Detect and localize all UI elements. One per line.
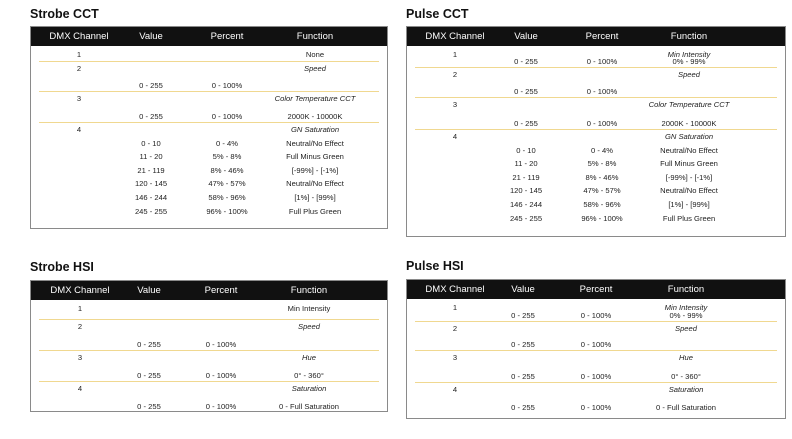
pulse-hsi-title: Pulse HSI — [406, 259, 464, 273]
pulse-cct-table — [406, 26, 786, 237]
function-cell: None — [305, 50, 325, 59]
value-cell: 120 - 145 — [509, 186, 543, 196]
percent-cell: 0 - 100% — [586, 87, 618, 96]
percent-cell: 96% - 100% — [206, 206, 248, 216]
percent-cell: 47% - 57% — [208, 179, 246, 189]
row-divider — [415, 382, 777, 383]
function-cell: GN Saturation — [664, 132, 714, 141]
dmx-channel-cell: 2 — [77, 322, 83, 331]
dmx-channel-cell: 4 — [452, 132, 458, 141]
percent-cell: 0 - 100% — [211, 112, 243, 121]
value-cell: 0 - 10 — [141, 138, 161, 148]
function-cell: Full Minus Green — [660, 159, 718, 169]
function-cell: Color Temperature CCT — [274, 94, 356, 103]
header-percent: Percent — [204, 285, 238, 296]
row-divider — [39, 122, 379, 123]
dmx-channel-cell: 3 — [452, 353, 458, 362]
header-value: Value — [511, 284, 535, 295]
percent-cell: 96% - 100% — [581, 213, 623, 223]
dmx-channel-cell: 3 — [452, 100, 458, 109]
function-cell: 2000K - 10000K — [661, 119, 717, 128]
function-cell: Min Intensity — [667, 50, 711, 59]
percent-cell: 0 - 100% — [205, 402, 237, 411]
function-cell: [-99%] - [-1%] — [291, 165, 339, 175]
dmx-channel-cell: 4 — [452, 385, 458, 394]
function-cell: Hue — [302, 353, 316, 362]
table-row — [407, 302, 785, 323]
function-cell: 2000K - 10000K — [287, 112, 343, 121]
header-dmx-channel: DMX Channel — [425, 31, 485, 42]
table-row — [407, 49, 785, 69]
row-divider — [39, 350, 379, 351]
value-cell: 0 - 255 — [511, 372, 535, 381]
table-row — [407, 99, 785, 131]
value-cell: 11 - 20 — [139, 152, 163, 162]
function-cell: Neutral/No Effect — [660, 145, 718, 155]
function-cell: 0 - Full Saturation — [656, 403, 716, 412]
dmx-channel-cell: 1 — [452, 303, 458, 312]
percent-cell: 0 - 100% — [586, 119, 618, 128]
dmx-channel-cell: 4 — [77, 384, 83, 393]
percent-cell: 5% - 8% — [587, 159, 617, 169]
row-divider — [39, 381, 379, 382]
percent-cell: 47% - 57% — [583, 186, 621, 196]
row-divider — [415, 129, 777, 130]
function-cell: Saturation — [668, 385, 704, 394]
percent-cell: 0 - 100% — [205, 371, 237, 380]
percent-cell: 5% - 8% — [212, 152, 242, 162]
value-cell: 21 - 119 — [137, 165, 165, 175]
table-row — [407, 352, 785, 384]
percent-cell: 0 - 100% — [580, 311, 612, 320]
percent-cell: 8% - 46% — [210, 165, 244, 175]
value-cell: 0 - 255 — [139, 112, 163, 121]
dmx-channel-cell: 4 — [76, 125, 82, 134]
function-cell: 0° - 360° — [294, 371, 324, 380]
row-divider — [39, 61, 379, 62]
percent-cell: 0 - 100% — [580, 403, 612, 412]
function-cell: Full Minus Green — [286, 152, 344, 162]
function-cell: Min Intensity — [287, 304, 331, 313]
header-function: Function — [670, 31, 708, 42]
header-dmx-channel: DMX Channel — [49, 31, 109, 42]
dmx-channel-cell: 2 — [452, 70, 458, 79]
table-row — [31, 63, 387, 93]
row-divider — [415, 350, 777, 351]
value-cell: 21 - 119 — [512, 172, 540, 182]
table-row — [31, 383, 387, 414]
table-header — [407, 280, 785, 299]
function-cell: Speed — [678, 70, 700, 79]
function-cell: 0 - Full Saturation — [279, 402, 339, 411]
dmx-channel-cell: 3 — [76, 94, 82, 103]
table-row — [407, 384, 785, 415]
value-cell: 0 - 10 — [516, 145, 536, 155]
row-divider — [415, 67, 777, 68]
percent-cell: 0 - 100% — [580, 372, 612, 381]
value-cell: 245 - 255 — [134, 206, 168, 216]
table-row — [407, 131, 785, 228]
value-cell: 245 - 255 — [509, 213, 543, 223]
function-cell: Min Intensity — [664, 303, 708, 312]
header-percent: Percent — [579, 284, 613, 295]
table-row — [31, 352, 387, 383]
value-cell: 11 - 20 — [514, 159, 538, 169]
function-cell: [-99%] - [-1%] — [665, 172, 713, 182]
function-cell: Full Plus Green — [662, 213, 716, 223]
dmx-channel-cell: 3 — [77, 353, 83, 362]
value-cell: 0 - 255 — [137, 371, 161, 380]
pulse-cct-title: Pulse CCT — [406, 7, 469, 21]
header-percent: Percent — [585, 31, 619, 42]
header-dmx-channel: DMX Channel — [425, 284, 485, 295]
function-cell: GN Saturation — [290, 125, 340, 134]
row-divider — [39, 91, 379, 92]
header-function: Function — [667, 284, 705, 295]
value-cell: 0 - 255 — [514, 119, 538, 128]
strobe-cct-table — [30, 26, 388, 229]
function-cell: 0° - 360° — [671, 372, 701, 381]
function-cell: Speed — [304, 64, 326, 73]
value-cell: 0 - 255 — [514, 57, 538, 66]
percent-cell: 0 - 4% — [591, 145, 613, 155]
function-cell: Speed — [298, 322, 320, 331]
table-row — [31, 124, 387, 222]
header-value: Value — [139, 31, 163, 42]
percent-cell: 0 - 100% — [205, 340, 237, 349]
strobe-cct-title: Strobe CCT — [30, 7, 99, 21]
percent-cell: 0 - 100% — [211, 81, 243, 90]
value-cell: 0 - 255 — [511, 311, 535, 320]
header-value: Value — [137, 285, 161, 296]
strobe-hsi-title: Strobe HSI — [30, 260, 94, 274]
header-function: Function — [290, 285, 328, 296]
header-function: Function — [296, 31, 334, 42]
table-header — [31, 27, 387, 46]
pulse-hsi-table — [406, 279, 786, 419]
dmx-channel-cell: 1 — [76, 50, 82, 59]
value-cell: 0 - 255 — [514, 87, 538, 96]
table-row — [31, 93, 387, 124]
header-dmx-channel: DMX Channel — [50, 285, 110, 296]
header-value: Value — [514, 31, 538, 42]
dmx-channel-cell: 1 — [77, 304, 83, 313]
dmx-channel-cell: 2 — [76, 64, 82, 73]
percent-cell: 0 - 4% — [216, 138, 238, 148]
row-divider — [415, 321, 777, 322]
function-cell: 0% - 99% — [669, 311, 703, 320]
function-cell: Speed — [675, 324, 697, 333]
row-divider — [39, 319, 379, 320]
value-cell: 0 - 255 — [139, 81, 163, 90]
percent-cell: 58% - 96% — [208, 193, 246, 202]
function-cell: Neutral/No Effect — [660, 186, 718, 196]
percent-cell: 8% - 46% — [585, 172, 619, 182]
percent-cell: 0 - 100% — [580, 340, 612, 349]
strobe-hsi-table — [30, 280, 388, 412]
value-cell: 0 - 255 — [137, 402, 161, 411]
function-cell: Full Plus Green — [288, 206, 342, 216]
table-header — [31, 281, 387, 300]
function-cell: Color Temperature CCT — [648, 100, 730, 109]
percent-cell: 58% - 96% — [583, 200, 621, 209]
dmx-channel-cell: 1 — [452, 50, 458, 59]
function-cell: Neutral/No Effect — [286, 179, 344, 189]
dmx-channel-cell: 2 — [452, 324, 458, 333]
function-cell: Saturation — [291, 384, 327, 393]
value-cell: 120 - 145 — [134, 179, 168, 189]
table-header — [407, 27, 785, 46]
row-divider — [415, 97, 777, 98]
function-cell: [1%] - [99%] — [668, 200, 710, 209]
value-cell: 0 - 255 — [137, 340, 161, 349]
function-cell: 0% - 99% — [672, 57, 706, 66]
function-cell: Hue — [679, 353, 693, 362]
table-row — [407, 69, 785, 99]
function-cell: [1%] - [99%] — [294, 193, 336, 202]
function-cell: Neutral/No Effect — [286, 138, 344, 148]
table-row — [31, 321, 387, 352]
table-row — [407, 323, 785, 352]
value-cell: 0 - 255 — [511, 403, 535, 412]
header-percent: Percent — [210, 31, 244, 42]
value-cell: 0 - 255 — [511, 340, 535, 349]
percent-cell: 0 - 100% — [586, 57, 618, 66]
value-cell: 146 - 244 — [134, 193, 168, 202]
value-cell: 146 - 244 — [509, 200, 543, 209]
